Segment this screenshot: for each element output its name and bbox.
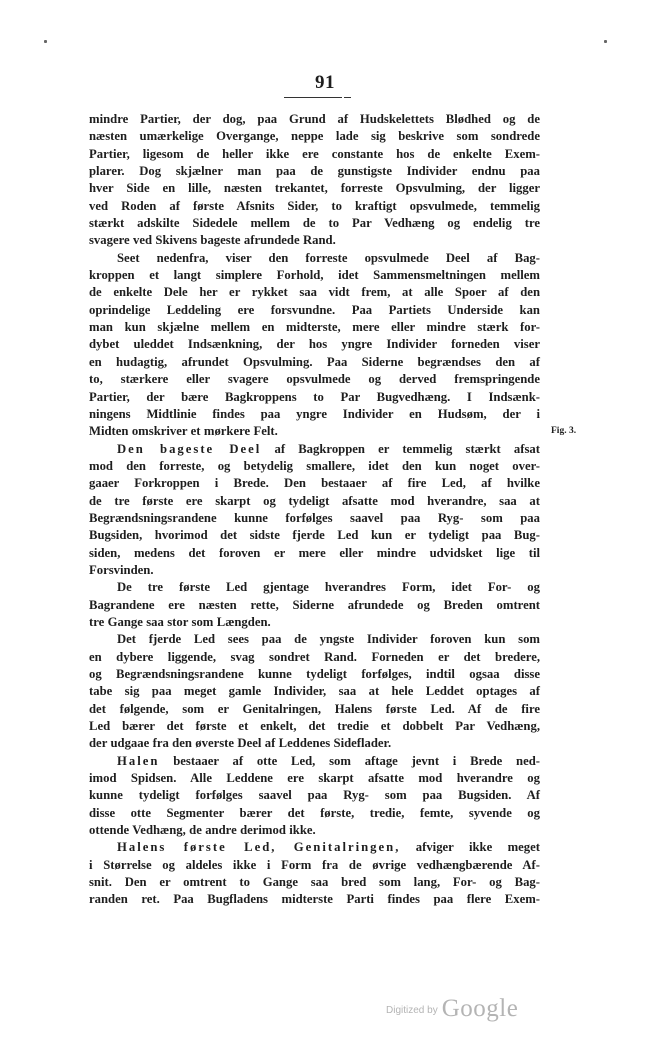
google-logo: Google (441, 995, 519, 1022)
text-line: kroppen et langt simplere Forhold, idet Sammensmeltningen mellem (89, 268, 540, 283)
paragraph (89, 250, 540, 441)
text-line: Forsvinden. (89, 562, 154, 577)
paragraph (89, 441, 540, 580)
text-line: Begrændsningsrandene kunne forfølges saavel paa Ryg- som paa (89, 510, 540, 525)
text-line: siden, medens det foroven er mere eller mindre udvidsket lige til (89, 545, 540, 560)
scan-speck (44, 40, 47, 43)
paragraph (89, 839, 540, 908)
text-line: ningens Midtlinie findes paa yngre Individer en Hudsøm, der i (89, 406, 540, 421)
text-line: kunne tydeligt forfølges saavel paa Ryg- som paa Bugsiden. Af (89, 788, 540, 803)
page-number-underline (284, 97, 342, 98)
spaced-heading: Den bageste Deel (117, 441, 262, 456)
text-line: hver Side en lille, næsten trekantet, forreste Opsvulming, der ligger (89, 181, 540, 196)
text-line: i Størrelse og aldeles ikke i Form fra de øvrige vedhængbærende Af- (89, 857, 540, 872)
text-line: de tre første ere skarpt og tydeligt afsatte mod hverandre, saa at (89, 493, 540, 508)
text-line: Det fjerde Led sees paa de yngste Individer foroven kun som (117, 632, 540, 647)
text-line: mod den forreste, og betydelig smallere, idet den kun noget over- (89, 458, 540, 473)
text-line: to, stærkere eller svagere opsvulmede og derved fremspringende (89, 372, 540, 387)
text-line: de enkelte Dele her er rykket saa vidt frem, at alle Spoer af den (89, 285, 540, 300)
digitized-by-google-watermark (386, 995, 518, 1023)
text-line: oprindelige Leddeling ere forsvundne. Paa Partiets Underside kan (89, 302, 540, 317)
text-line: plarer. Dog skjælner man paa de gunstigste Individer endnu paa (89, 164, 540, 179)
text-line: Den bageste Deel af Bagkroppen er temmelig stærkt afsat (117, 441, 540, 456)
text-line: tre Gange saa stor som Længden. (89, 614, 271, 629)
paragraph (89, 111, 540, 250)
body-text (89, 111, 540, 909)
paragraph (89, 753, 540, 840)
text-line: tabe sig paa meget gamle Individer, saa at hele Leddet optages af (89, 684, 540, 699)
text-line: randen ret. Paa Bugfladens midterste Parti findes paa flere Exem- (89, 892, 540, 907)
paragraph (89, 579, 540, 631)
text-line: Midten omskriver et mørkere Felt. (89, 424, 278, 439)
text-line: stærkt adskilte Sidedele mellem de to Par Vedhæng og endelig tre (89, 216, 540, 231)
text-line: der udgaae fra den øverste Deel af Leddenes Sideflader. (89, 736, 392, 751)
spaced-heading: Halens første Led, Genitalringen, (117, 840, 401, 855)
text-line: gaaer Forkroppen i Brede. Den bestaaer af fire Led, af hvilke (89, 476, 540, 491)
text-line: imod Spidsen. Alle Leddene ere skarpt afsatte mod hverandre og (89, 771, 540, 786)
text-line: næsten umærkelige Overgange, neppe lade sig beskrive som sondrede (89, 129, 540, 144)
text-line: en dybere liggende, svag sondret Rand. Forneden er det bredere, (89, 649, 540, 664)
figure-reference-margin-note: Fig. 3. (551, 426, 577, 436)
text-line: Bagrandene ere næsten rette, Siderne afrundede og Breden omtrent (89, 597, 540, 612)
watermark-prefix: Digitized by (386, 1005, 438, 1016)
text-line: Seet nedenfra, viser den forreste opsvulmede Deel af Bag- (117, 250, 540, 265)
text-line: ottende Vedhæng, de andre derimod ikke. (89, 823, 316, 838)
text-line: det følgende, som er Genitalringen, Halens første Led. Af de fire (89, 701, 540, 716)
text-line: Partier, der bære Bagkroppens to Par Bugvedhæng. I Indsænk- (89, 389, 540, 404)
text-line: disse otte Segmenter bærer det første, tredie, femte, syvende og (89, 805, 540, 820)
text-line: Partier, ligesom de heller ikke ere constante hos de enkelte Exem- (89, 146, 540, 161)
page-number: 91 (315, 72, 335, 93)
text-line: man kun skjælne mellem en midterste, mere eller mindre stærk for- (89, 320, 540, 335)
text-line: Halens første Led, Genitalringen, afviger ikke meget (117, 840, 540, 855)
spaced-heading: Halen (117, 753, 160, 768)
text-line: snit. Den er omtrent to Gange saa bred som lang, For- og Bag- (89, 875, 540, 890)
scan-speck (604, 40, 607, 43)
text-line: Led bærer det første et enkelt, det tredie et dobbelt Par Vedhæng, (89, 719, 540, 734)
text-line: Halen bestaaer af otte Led, som aftage jevnt i Brede ned- (117, 753, 540, 768)
text-line: dybet uleddet Indsænkning, der hos yngre Individer forneden viser (89, 337, 540, 352)
text-line: og Begrændsningsrandene kunne tydeligt forfølges, indtil ogsaa disse (89, 667, 540, 681)
text-line: De tre første Led gjentage hverandres Form, idet For- og (117, 580, 540, 595)
page-number-underline (344, 97, 351, 98)
text-line: en hudagtig, afrundet Opsvulming. Paa Siderne begrændses den af (89, 354, 540, 369)
paragraph (89, 631, 540, 752)
text-line: ved Roden af første Afsnits Sider, to kraftigt opsvulmede, temmelig (89, 198, 540, 213)
text-line: svagere ved Skivens bageste afrundede Rand. (89, 233, 336, 248)
text-line: mindre Partier, der dog, paa Grund af Hudskelettets Blødhed og de (89, 112, 540, 126)
text-line: Bugsiden, hvorimod det sidste fjerde Led kun er tydeligt paa Bug- (89, 528, 540, 543)
